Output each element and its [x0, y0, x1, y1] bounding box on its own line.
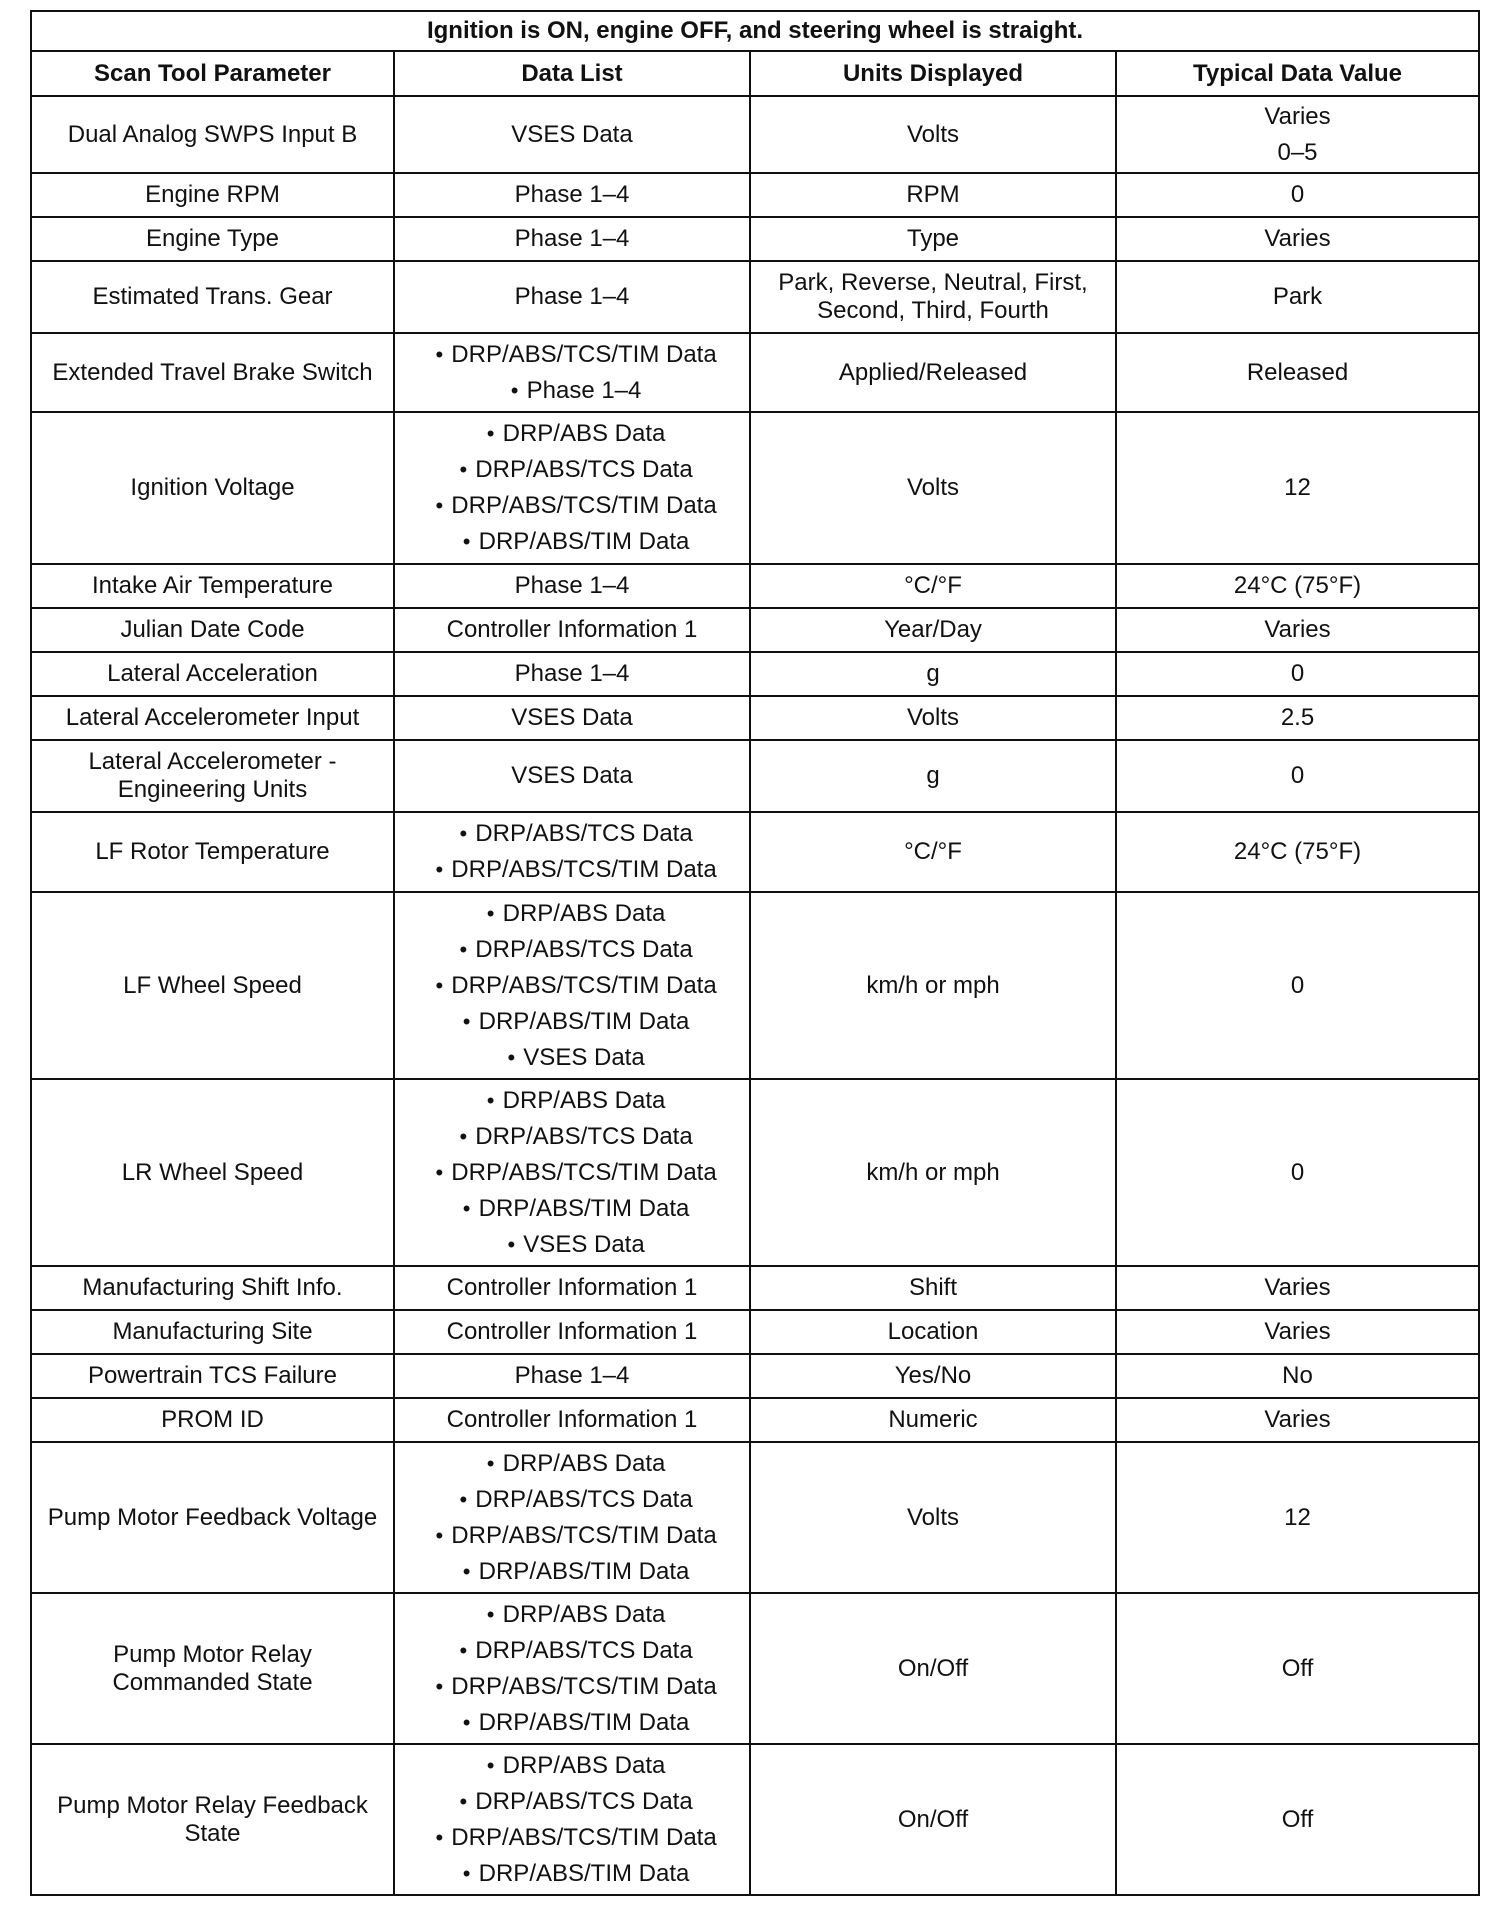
- units-cell: g: [750, 740, 1116, 812]
- typical-value-line: 0–5: [1277, 138, 1318, 166]
- table-head: [31, 11, 1479, 96]
- data-list-item: [405, 416, 739, 452]
- data-list-item-text: DRP/ABS/TCS Data: [475, 1787, 693, 1815]
- typical-value-cell: [1116, 564, 1479, 608]
- units-cell: On/Off: [750, 1744, 1116, 1895]
- data-list-item-text: DRP/ABS/TCS/TIM Data: [451, 971, 717, 999]
- data-list-cell: [394, 1079, 750, 1266]
- typical-value-cell: [1116, 1744, 1479, 1895]
- typical-value-cell: [1116, 173, 1479, 217]
- typical-value-line: Varies: [1264, 102, 1331, 130]
- units-cell: Yes/No: [750, 1354, 1116, 1398]
- typical-value-line: Varies: [1264, 1318, 1331, 1345]
- parameter-cell: Powertrain TCS Failure: [31, 1354, 394, 1398]
- data-list-bullets: [405, 1748, 739, 1892]
- typical-value-line: Park: [1272, 283, 1323, 310]
- typical-value-line: Off: [1281, 1654, 1314, 1682]
- data-list-cell: Phase 1–4: [394, 564, 750, 608]
- data-list-bullets: [405, 1597, 739, 1741]
- table-row: [31, 1593, 1479, 1744]
- units-cell: Applied/Released: [750, 333, 1116, 412]
- data-list-item: [405, 1119, 739, 1155]
- typical-value-cell: [1116, 333, 1479, 412]
- typical-value-line: 24°C (75°F): [1233, 838, 1362, 865]
- typical-value-cell: [1116, 1079, 1479, 1266]
- data-list-item: [405, 452, 739, 488]
- data-list-bullets: [405, 816, 739, 888]
- table-row: [31, 1266, 1479, 1310]
- header-data-list: Data List: [394, 51, 750, 96]
- table-row: [31, 1354, 1479, 1398]
- header-units-displayed: Units Displayed: [750, 51, 1116, 96]
- data-list-item-text: DRP/ABS/TIM Data: [478, 1194, 690, 1222]
- units-cell: g: [750, 652, 1116, 696]
- data-list-cell: Phase 1–4: [394, 261, 750, 333]
- typical-value-line: No: [1282, 1362, 1313, 1389]
- table-row: [31, 261, 1479, 333]
- data-list-cell: [394, 812, 750, 892]
- table-row: [31, 740, 1479, 812]
- typical-value-cell: [1116, 696, 1479, 740]
- typical-value-line: 0: [1290, 181, 1305, 208]
- typical-value-cell: [1116, 1442, 1479, 1593]
- table-row: [31, 608, 1479, 652]
- data-list-bullets: [405, 416, 739, 560]
- data-list-cell: VSES Data: [394, 740, 750, 812]
- parameter-cell: LF Rotor Temperature: [31, 812, 394, 892]
- data-list-item-text: Phase 1–4: [526, 376, 642, 404]
- data-list-item: [405, 1083, 739, 1119]
- table-row: [31, 96, 1479, 173]
- parameter-cell: Dual Analog SWPS Input B: [31, 96, 394, 173]
- parameter-cell: Intake Air Temperature: [31, 564, 394, 608]
- typical-value-line: 0: [1290, 971, 1305, 999]
- parameter-cell: LF Wheel Speed: [31, 892, 394, 1079]
- data-list-item-text: DRP/ABS Data: [502, 1751, 666, 1779]
- units-cell: Volts: [750, 412, 1116, 564]
- data-list-bullets: [405, 1083, 739, 1263]
- data-list-item-text: DRP/ABS Data: [502, 420, 666, 447]
- typical-value-cell: [1116, 1593, 1479, 1744]
- scan-tool-data-table: [30, 10, 1480, 1896]
- parameter-cell: Engine RPM: [31, 173, 394, 217]
- data-list-item: [405, 852, 739, 888]
- data-list-item-text: DRP/ABS Data: [502, 1449, 666, 1477]
- data-list-item-text: DRP/ABS Data: [502, 1086, 666, 1114]
- typical-value-line: Varies: [1264, 1274, 1331, 1301]
- typical-value-line: 0: [1290, 660, 1305, 687]
- parameter-cell: Engine Type: [31, 217, 394, 261]
- data-list-item: [405, 1518, 739, 1554]
- units-cell: km/h or mph: [750, 1079, 1116, 1266]
- header-scan-tool-parameter: Scan Tool Parameter: [31, 51, 394, 96]
- header-typical-data-value: Typical Data Value: [1116, 51, 1479, 96]
- data-list-cell: Controller Information 1: [394, 1266, 750, 1310]
- typical-value-line: Off: [1281, 1805, 1314, 1833]
- data-list-item: [405, 1227, 739, 1263]
- data-list-item: [405, 1820, 739, 1856]
- typical-value-cell: [1116, 1266, 1479, 1310]
- data-list-item-text: DRP/ABS/TIM Data: [478, 1007, 690, 1035]
- units-cell: Numeric: [750, 1398, 1116, 1442]
- table-row: [31, 652, 1479, 696]
- data-list-item-text: DRP/ABS/TCS Data: [475, 1485, 693, 1513]
- data-list-bullets: [405, 337, 739, 409]
- data-list-cell: VSES Data: [394, 696, 750, 740]
- data-list-cell: Phase 1–4: [394, 173, 750, 217]
- data-list-cell: [394, 412, 750, 564]
- typical-value-cell: [1116, 412, 1479, 564]
- table-row: [31, 1442, 1479, 1593]
- typical-value-line: 0: [1290, 1158, 1305, 1186]
- data-list-item-text: DRP/ABS/TCS Data: [475, 820, 693, 847]
- data-list-item: [405, 373, 739, 409]
- units-cell: km/h or mph: [750, 892, 1116, 1079]
- table-row: [31, 173, 1479, 217]
- data-list-bullets: [405, 1446, 739, 1590]
- table-row: [31, 412, 1479, 564]
- data-list-item-text: DRP/ABS Data: [502, 899, 666, 927]
- data-list-item: [405, 1597, 739, 1633]
- units-cell: Type: [750, 217, 1116, 261]
- data-list-cell: Controller Information 1: [394, 1310, 750, 1354]
- typical-value-line: 12: [1284, 1503, 1311, 1531]
- data-list-cell: VSES Data: [394, 96, 750, 173]
- data-list-item-text: DRP/ABS/TIM Data: [478, 1859, 690, 1887]
- data-list-bullets: [405, 896, 739, 1076]
- condition-row: [31, 11, 1479, 51]
- data-list-item: [405, 1784, 739, 1820]
- data-list-cell: Phase 1–4: [394, 652, 750, 696]
- data-list-cell: [394, 1593, 750, 1744]
- typical-value-cell: [1116, 652, 1479, 696]
- units-cell: Volts: [750, 696, 1116, 740]
- data-list-item-text: DRP/ABS/TCS/TIM Data: [451, 856, 717, 883]
- data-list-item-text: DRP/ABS/TCS/TIM Data: [451, 1158, 717, 1186]
- typical-value-line: Released: [1246, 358, 1349, 386]
- data-list-item: [405, 488, 739, 524]
- typical-value-cell: [1116, 608, 1479, 652]
- table-row: [31, 812, 1479, 892]
- table-row: [31, 564, 1479, 608]
- data-list-item: [405, 816, 739, 852]
- data-list-item: [405, 932, 739, 968]
- table-row: [31, 1398, 1479, 1442]
- data-list-item: [405, 1191, 739, 1227]
- units-cell: Year/Day: [750, 608, 1116, 652]
- parameter-cell: LR Wheel Speed: [31, 1079, 394, 1266]
- typical-value-cell: [1116, 892, 1479, 1079]
- units-cell: On/Off: [750, 1593, 1116, 1744]
- data-list-cell: Phase 1–4: [394, 217, 750, 261]
- typical-value-cell: [1116, 261, 1479, 333]
- data-list-item: [405, 1748, 739, 1784]
- data-list-item: [405, 1004, 739, 1040]
- data-list-item-text: DRP/ABS/TCS Data: [475, 1122, 693, 1150]
- data-list-item: [405, 1554, 739, 1590]
- parameter-cell: Julian Date Code: [31, 608, 394, 652]
- data-list-cell: [394, 1442, 750, 1593]
- data-list-item: [405, 968, 739, 1004]
- table-row: [31, 217, 1479, 261]
- data-list-item-text: DRP/ABS/TCS Data: [475, 935, 693, 963]
- table-row: [31, 696, 1479, 740]
- typical-value-line: 0: [1290, 762, 1305, 789]
- data-list-item-text: DRP/ABS/TIM Data: [478, 1557, 690, 1585]
- data-list-item: [405, 1856, 739, 1892]
- data-list-item: [405, 1446, 739, 1482]
- typical-value-cell: [1116, 1310, 1479, 1354]
- typical-value-line: Varies: [1264, 1406, 1331, 1433]
- data-list-cell: Controller Information 1: [394, 608, 750, 652]
- data-list-cell: [394, 333, 750, 412]
- units-cell: °C/°F: [750, 564, 1116, 608]
- data-list-item: [405, 1482, 739, 1518]
- data-list-item: [405, 1155, 739, 1191]
- units-cell: RPM: [750, 173, 1116, 217]
- typical-value-line: Varies: [1264, 225, 1331, 252]
- data-list-item: [405, 337, 739, 373]
- data-list-item: [405, 896, 739, 932]
- parameter-cell: Manufacturing Shift Info.: [31, 1266, 394, 1310]
- data-list-cell: Controller Information 1: [394, 1398, 750, 1442]
- units-cell: Volts: [750, 1442, 1116, 1593]
- data-list-cell: [394, 1744, 750, 1895]
- data-list-item-text: VSES Data: [523, 1230, 645, 1258]
- parameter-cell: Extended Travel Brake Switch: [31, 333, 394, 412]
- data-list-item-text: DRP/ABS/TIM Data: [478, 528, 690, 555]
- parameter-cell: Lateral Acceleration: [31, 652, 394, 696]
- parameter-cell: PROM ID: [31, 1398, 394, 1442]
- table-row: [31, 1079, 1479, 1266]
- typical-value-cell: [1116, 812, 1479, 892]
- data-list-item-text: DRP/ABS/TCS Data: [475, 456, 693, 483]
- table-body: [31, 96, 1479, 1895]
- table-row: [31, 1310, 1479, 1354]
- data-list-item-text: DRP/ABS/TCS/TIM Data: [451, 1672, 717, 1700]
- data-list-item-text: DRP/ABS/TCS/TIM Data: [451, 1823, 717, 1851]
- parameter-cell: Pump Motor Relay Feedback State: [31, 1744, 394, 1895]
- typical-value-cell: [1116, 1398, 1479, 1442]
- data-list-item: [405, 1669, 739, 1705]
- data-list-item-text: DRP/ABS/TCS/TIM Data: [451, 492, 717, 519]
- data-list-item-text: VSES Data: [523, 1043, 645, 1071]
- table-row: [31, 892, 1479, 1079]
- typical-value-cell: [1116, 1354, 1479, 1398]
- typical-value-line: 12: [1284, 474, 1311, 501]
- typical-value-cell: [1116, 96, 1479, 173]
- typical-value-cell: [1116, 740, 1479, 812]
- typical-value-line: 2.5: [1280, 704, 1315, 731]
- parameter-cell: Ignition Voltage: [31, 412, 394, 564]
- units-cell: °C/°F: [750, 812, 1116, 892]
- data-list-item: [405, 1633, 739, 1669]
- typical-value-line: 24°C (75°F): [1233, 572, 1362, 599]
- data-list-item-text: DRP/ABS Data: [502, 1600, 666, 1628]
- data-list-item: [405, 524, 739, 560]
- parameter-cell: Pump Motor Feedback Voltage: [31, 1442, 394, 1593]
- units-cell: Park, Reverse, Neutral, First, Second, Third, Fourth: [750, 261, 1116, 333]
- data-list-item-text: DRP/ABS/TCS/TIM Data: [451, 1521, 717, 1549]
- data-list-item-text: DRP/ABS/TIM Data: [478, 1708, 690, 1736]
- typical-value-line: Varies: [1264, 616, 1331, 643]
- data-list-cell: [394, 892, 750, 1079]
- typical-value-cell: [1116, 217, 1479, 261]
- column-header-row: [31, 51, 1479, 96]
- parameter-cell: Manufacturing Site: [31, 1310, 394, 1354]
- table-row: [31, 333, 1479, 412]
- table-row: [31, 1744, 1479, 1895]
- parameter-cell: Lateral Accelerometer Input: [31, 696, 394, 740]
- units-cell: Location: [750, 1310, 1116, 1354]
- data-list-cell: Phase 1–4: [394, 1354, 750, 1398]
- parameter-cell: Estimated Trans. Gear: [31, 261, 394, 333]
- test-condition: Ignition is ON, engine OFF, and steering wheel is straight.: [31, 11, 1479, 51]
- parameter-cell: Lateral Accelerometer - Engineering Units: [31, 740, 394, 812]
- data-list-item-text: DRP/ABS/TCS/TIM Data: [451, 340, 717, 368]
- data-list-item: [405, 1705, 739, 1741]
- units-cell: Shift: [750, 1266, 1116, 1310]
- parameter-cell: Pump Motor Relay Commanded State: [31, 1593, 394, 1744]
- data-list-item: [405, 1040, 739, 1076]
- data-list-item-text: DRP/ABS/TCS Data: [475, 1636, 693, 1664]
- units-cell: Volts: [750, 96, 1116, 173]
